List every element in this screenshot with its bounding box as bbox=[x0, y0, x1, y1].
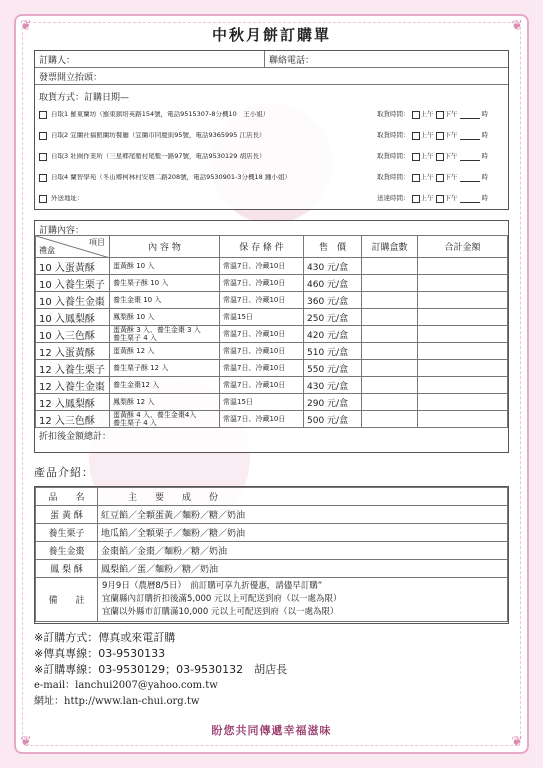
box-price: 550 元/盒 bbox=[304, 360, 362, 377]
am-checkbox[interactable] bbox=[412, 195, 420, 203]
product-row bbox=[36, 560, 508, 578]
col-quantity: 訂購盒數 bbox=[362, 236, 418, 258]
subtotal-input-cell[interactable] bbox=[418, 343, 508, 360]
website-link[interactable]: 網址：http://www.lan-chui.org.tw bbox=[34, 696, 200, 707]
quantity-input-cell[interactable] bbox=[362, 309, 418, 326]
subtotal-input-cell[interactable] bbox=[418, 326, 508, 343]
am-label: 上午 bbox=[420, 194, 434, 203]
box-price: 460 元/盒 bbox=[304, 275, 362, 292]
storage-condition: 常溫15日 bbox=[220, 394, 304, 411]
pm-label: 下午 bbox=[444, 173, 458, 182]
col-ingredients: 主 要 成 份 bbox=[98, 488, 508, 506]
diagonal-header bbox=[36, 236, 110, 258]
remark-label: 備 註 bbox=[36, 578, 98, 622]
order-row bbox=[36, 377, 508, 394]
diag-bottom-label: 禮盒 bbox=[39, 246, 55, 255]
fax-line-text: ※傳真專線：03-9530133 bbox=[34, 647, 166, 660]
hour-label: 時 bbox=[481, 110, 488, 119]
box-contents: 蛋黃酥 12 入 bbox=[110, 343, 220, 360]
order-row bbox=[36, 326, 508, 343]
pm-label: 下午 bbox=[444, 131, 458, 140]
pickup-checkbox[interactable] bbox=[39, 174, 47, 182]
gift-box-name: 10 入蛋黃酥 bbox=[36, 258, 110, 275]
gift-box-name: 12 入養生金棗 bbox=[36, 377, 110, 394]
pm-checkbox[interactable] bbox=[436, 132, 444, 140]
storage-condition: 常溫15日 bbox=[220, 309, 304, 326]
hour-blank-input[interactable] bbox=[460, 195, 480, 203]
customer-name-field[interactable] bbox=[35, 51, 265, 67]
customer-info-box bbox=[34, 50, 509, 210]
customer-name-label: 訂購人： bbox=[39, 55, 76, 66]
order-header-label: 訂購內容： bbox=[39, 226, 85, 236]
pm-label: 下午 bbox=[444, 194, 458, 203]
am-label: 上午 bbox=[420, 173, 434, 182]
order-row bbox=[36, 343, 508, 360]
am-label: 上午 bbox=[420, 110, 434, 119]
gift-box-name: 12 入三色酥 bbox=[36, 411, 110, 428]
box-price: 430 元/盒 bbox=[304, 377, 362, 394]
quantity-input-cell[interactable] bbox=[362, 394, 418, 411]
pickup-time-label: 送達時間： bbox=[377, 194, 410, 203]
product-ingredients: 鳳梨餡／蛋／麵粉／糖／奶油 bbox=[98, 560, 508, 578]
pickup-method-label: 取貨方式：訂購日期— bbox=[39, 92, 130, 103]
col-total: 合計金額 bbox=[418, 236, 508, 258]
pickup-option bbox=[39, 146, 504, 167]
gift-box-name: 12 入蛋黃酥 bbox=[36, 343, 110, 360]
box-contents: 鳳梨酥 12 入 bbox=[110, 394, 220, 411]
remark-line: 宜蘭以外縣市訂購滿10,000 元以上可配送到府（以一處為限） bbox=[102, 607, 339, 617]
invoice-title-field[interactable] bbox=[35, 68, 106, 84]
gift-box-name: 10 入三色酥 bbox=[36, 326, 110, 343]
page-title: 中秋月餅訂購單 bbox=[211, 26, 331, 44]
box-contents: 養生栗子酥 12 入 bbox=[110, 360, 220, 377]
box-contents: 養生栗子酥 10 入 bbox=[110, 275, 220, 292]
pm-label: 下午 bbox=[444, 110, 458, 119]
box-contents: 蛋黃酥 4 入、養生金棗4入 養生栗子 4 入 bbox=[110, 411, 220, 428]
box-price: 290 元/盒 bbox=[304, 394, 362, 411]
storage-condition: 常溫7日、冷藏10日 bbox=[220, 411, 304, 428]
am-checkbox[interactable] bbox=[412, 132, 420, 140]
gift-box-name: 10 入鳳梨酥 bbox=[36, 309, 110, 326]
am-checkbox[interactable] bbox=[412, 111, 420, 119]
pm-checkbox[interactable] bbox=[436, 195, 444, 203]
hour-label: 時 bbox=[481, 152, 488, 161]
storage-condition: 常溫7日、冷藏10日 bbox=[220, 377, 304, 394]
pickup-option bbox=[39, 167, 504, 188]
order-row bbox=[36, 394, 508, 411]
am-label: 上午 bbox=[420, 131, 434, 140]
pickup-time-label: 取貨時間： bbox=[377, 152, 410, 161]
quantity-input-cell[interactable] bbox=[362, 292, 418, 309]
box-price: 510 元/盒 bbox=[304, 343, 362, 360]
subtotal-input-cell[interactable] bbox=[418, 377, 508, 394]
quantity-input-cell[interactable] bbox=[362, 275, 418, 292]
subtotal-input-cell[interactable] bbox=[418, 360, 508, 377]
pickup-time-label: 取貨時間： bbox=[377, 131, 410, 140]
pm-checkbox[interactable] bbox=[436, 111, 444, 119]
product-name: 養生栗子 bbox=[36, 524, 98, 542]
box-contents: 鳳梨酥 10 入 bbox=[110, 309, 220, 326]
subtotal-input-cell[interactable] bbox=[418, 275, 508, 292]
hour-blank-input[interactable] bbox=[460, 111, 480, 119]
quantity-input-cell[interactable] bbox=[362, 411, 418, 428]
box-price: 500 元/盒 bbox=[304, 411, 362, 428]
order-row bbox=[36, 258, 508, 275]
box-price: 360 元/盒 bbox=[304, 292, 362, 309]
pickup-time-label: 取貨時間： bbox=[377, 110, 410, 119]
hour-blank-input[interactable] bbox=[460, 174, 480, 182]
product-ingredients: 地瓜餡／全顆栗子／麵粉／糖／奶油 bbox=[98, 524, 508, 542]
product-ingredients: 金棗餡／金棗／麵粉／糖／奶油 bbox=[98, 542, 508, 560]
col-price: 售 價 bbox=[304, 236, 362, 258]
phone-line-text: ※訂購專線：03-9530129；03-9530132 胡店長 bbox=[34, 663, 288, 676]
order-row bbox=[36, 292, 508, 309]
hour-label: 時 bbox=[481, 194, 488, 203]
corner-flourish-icon: ❦ bbox=[511, 734, 523, 750]
am-label: 上午 bbox=[420, 152, 434, 161]
subtotal-input-cell[interactable] bbox=[418, 309, 508, 326]
pickup-option bbox=[39, 125, 504, 146]
pickup-checkbox[interactable] bbox=[39, 195, 47, 203]
box-contents: 蛋黃酥 10 入 bbox=[110, 258, 220, 275]
product-name: 鳳 梨 酥 bbox=[36, 560, 98, 578]
pm-checkbox[interactable] bbox=[436, 174, 444, 182]
am-checkbox[interactable] bbox=[412, 174, 420, 182]
pickup-option-text: 自取1 羅東蘭坊（羅東鎮培英路154號，電話9515307-8分機10 王小姐） bbox=[51, 111, 270, 118]
pickup-option bbox=[39, 188, 504, 209]
order-table bbox=[35, 235, 508, 428]
order-row bbox=[36, 309, 508, 326]
box-price: 430 元/盒 bbox=[304, 258, 362, 275]
am-checkbox[interactable] bbox=[412, 153, 420, 161]
contact-notes bbox=[34, 630, 287, 710]
storage-condition: 常溫7日、冷藏10日 bbox=[220, 258, 304, 275]
col-contents: 內 容 物 bbox=[110, 236, 220, 258]
order-row bbox=[36, 360, 508, 377]
product-ingredients: 紅豆餡／全顆蛋黃／麵粉／糖／奶油 bbox=[98, 506, 508, 524]
pickup-option-text: 外送地址： bbox=[51, 195, 84, 202]
subtotal-input-cell[interactable] bbox=[418, 411, 508, 428]
order-row bbox=[36, 411, 508, 428]
col-storage: 保 存 條 件 bbox=[220, 236, 304, 258]
quantity-input-cell[interactable] bbox=[362, 360, 418, 377]
product-row bbox=[36, 542, 508, 560]
invoice-title-label: 發票開立抬頭： bbox=[39, 72, 103, 83]
customer-phone-label: 聯絡電話： bbox=[269, 55, 315, 66]
hour-label: 時 bbox=[481, 173, 488, 182]
email-link[interactable]: e-mail：lanchui2007@yahoo.com.tw bbox=[34, 680, 218, 691]
box-contents: 蛋黃酥 3 入、養生金棗 3 入 養生栗子 4 入 bbox=[110, 326, 220, 343]
footer-slogan: 盼您共同傳遞幸福滋味 bbox=[211, 724, 332, 737]
pickup-checkbox[interactable] bbox=[39, 132, 47, 140]
product-intro-header: 產品介紹： bbox=[34, 466, 94, 479]
storage-condition: 常溫7日、冷藏10日 bbox=[220, 343, 304, 360]
box-price: 250 元/盒 bbox=[304, 309, 362, 326]
subtotal-input-cell[interactable] bbox=[418, 292, 508, 309]
pickup-section bbox=[35, 85, 508, 209]
pm-checkbox[interactable] bbox=[436, 153, 444, 161]
storage-condition: 常溫7日、冷藏10日 bbox=[220, 275, 304, 292]
order-method-text: ※訂購方式：傳真或來電訂購 bbox=[34, 631, 176, 644]
remark-line: 9月9日（農曆8/5日） 前訂購可享九折優惠，請儘早訂購” bbox=[102, 581, 323, 591]
order-row bbox=[36, 275, 508, 292]
product-row bbox=[36, 506, 508, 524]
gift-box-name: 12 入鳳梨酥 bbox=[36, 394, 110, 411]
hour-blank-input[interactable] bbox=[460, 153, 480, 161]
pickup-option-text: 自取4 蘭智學苑（冬山鄉柯林村安農二路208號，電話9530901-3分機18 鍾小姐） bbox=[51, 174, 291, 181]
box-contents: 養生金棗12 入 bbox=[110, 377, 220, 394]
hour-blank-input[interactable] bbox=[460, 132, 480, 140]
product-name: 養生金棗 bbox=[36, 542, 98, 560]
order-total-label: 折扣後金額總計： bbox=[39, 432, 112, 442]
col-product-name: 品 名 bbox=[36, 488, 98, 506]
box-contents: 養生金棗 10 入 bbox=[110, 292, 220, 309]
product-row bbox=[36, 524, 508, 542]
pickup-option bbox=[39, 104, 504, 125]
storage-condition: 常溫7日、冷藏10日 bbox=[220, 326, 304, 343]
quantity-input-cell[interactable] bbox=[362, 343, 418, 360]
subtotal-input-cell[interactable] bbox=[418, 394, 508, 411]
storage-condition: 常溫7日、冷藏10日 bbox=[220, 292, 304, 309]
product-name: 蛋 黃 酥 bbox=[36, 506, 98, 524]
subtotal-input-cell[interactable] bbox=[418, 258, 508, 275]
box-price: 420 元/盒 bbox=[304, 326, 362, 343]
storage-condition: 常溫7日、冷藏10日 bbox=[220, 360, 304, 377]
pickup-checkbox[interactable] bbox=[39, 153, 47, 161]
order-table-box bbox=[34, 220, 509, 453]
product-table-box bbox=[34, 486, 509, 624]
remark-cell bbox=[98, 578, 508, 622]
quantity-input-cell[interactable] bbox=[362, 377, 418, 394]
corner-flourish-icon: ❦ bbox=[20, 18, 32, 34]
pickup-options-list bbox=[39, 104, 504, 209]
customer-phone-field[interactable] bbox=[265, 51, 318, 67]
hour-label: 時 bbox=[481, 131, 488, 140]
pickup-time-label: 取貨時間： bbox=[377, 173, 410, 182]
quantity-input-cell[interactable] bbox=[362, 326, 418, 343]
remark-line: 宜蘭縣內訂購折扣後滿5,000 元以上可配送到府（以一處為限） bbox=[102, 594, 342, 604]
pickup-option-text: 自取2 宜蘭社福館蘭坊餐廳（宜蘭市同慶街95號，電話9365995 江店長） bbox=[51, 132, 266, 139]
gift-box-name: 10 入養生栗子 bbox=[36, 275, 110, 292]
gift-box-name: 12 入養生栗子 bbox=[36, 360, 110, 377]
pm-label: 下午 bbox=[444, 152, 458, 161]
corner-flourish-icon: ❦ bbox=[511, 18, 523, 34]
diag-top-label: 項目 bbox=[89, 238, 105, 247]
gift-box-name: 10 入養生金棗 bbox=[36, 292, 110, 309]
pickup-option-text: 自取3 壯圍作業所（三星鄉尾塹村尾塹一路97號，電話9530129 胡店長） bbox=[51, 153, 266, 160]
corner-flourish-icon: ❦ bbox=[20, 734, 32, 750]
product-table bbox=[35, 487, 508, 622]
quantity-input-cell[interactable] bbox=[362, 258, 418, 275]
pickup-checkbox[interactable] bbox=[39, 111, 47, 119]
